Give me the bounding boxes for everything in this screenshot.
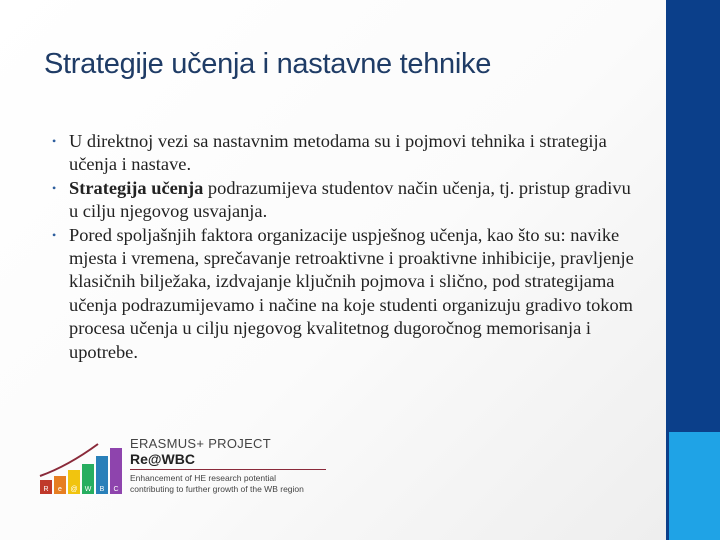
right-bar-accent	[669, 432, 720, 540]
bullet-dot-icon: •	[52, 227, 57, 242]
logo-letter: R	[43, 486, 49, 493]
logo-letter: C	[113, 486, 119, 493]
slide-title: Strategije učenja i nastavne tehnike	[44, 48, 492, 80]
logo-tagline	[130, 473, 304, 495]
logo-program-label: ERASMUS+ PROJECT	[130, 436, 271, 451]
logo-tagline-line-2: contributing to further growth of the WB region	[130, 484, 304, 494]
project-logo	[38, 436, 338, 500]
logo-letter: @	[70, 486, 78, 493]
bullet-dot-icon: •	[52, 180, 57, 195]
slide-content	[52, 130, 642, 364]
bullet-text: podrazumijeva studentov način učenja, tj. pristup gradivu u cilju njegovog usvajanja.	[69, 177, 631, 222]
bullet-bold-term: Strategija učenja	[69, 177, 204, 198]
logo-bars-icon	[38, 436, 128, 496]
logo-letter: W	[84, 486, 92, 493]
logo-project-name: Re@WBC	[130, 451, 195, 467]
bullet-text: U direktnoj vezi sa nastavnim metodama su i pojmovi tehnika i strategija učenja i nastave.	[69, 131, 607, 175]
logo-divider	[130, 469, 326, 470]
logo-letter: e	[58, 486, 62, 493]
bullet-item	[52, 130, 642, 177]
bullet-dot-icon: •	[52, 134, 57, 148]
bullet-item	[52, 177, 642, 224]
logo-tagline-line-1: Enhancement of HE research potential	[130, 473, 277, 483]
bullet-text: Pored spoljašnjih faktora organizacije uspješnog učenja, kao što su: navike mjesta i vremena, sprečavanje retroaktivne i proaktivne inhibicije, pravljenje klasičnih bilježaka, izdvajanje ključnih pojmova i slično, pod strategijama učenja podrazumijevamo i načine na koje studenti organizuju gradivo tokom procesa učenja u cilju njegovog kvalitetnog dugoročnog memorisanja i upotrebe.	[69, 224, 634, 362]
logo-letter: B	[99, 486, 105, 493]
bullet-item	[52, 224, 642, 364]
right-decorative-bar	[666, 0, 720, 540]
